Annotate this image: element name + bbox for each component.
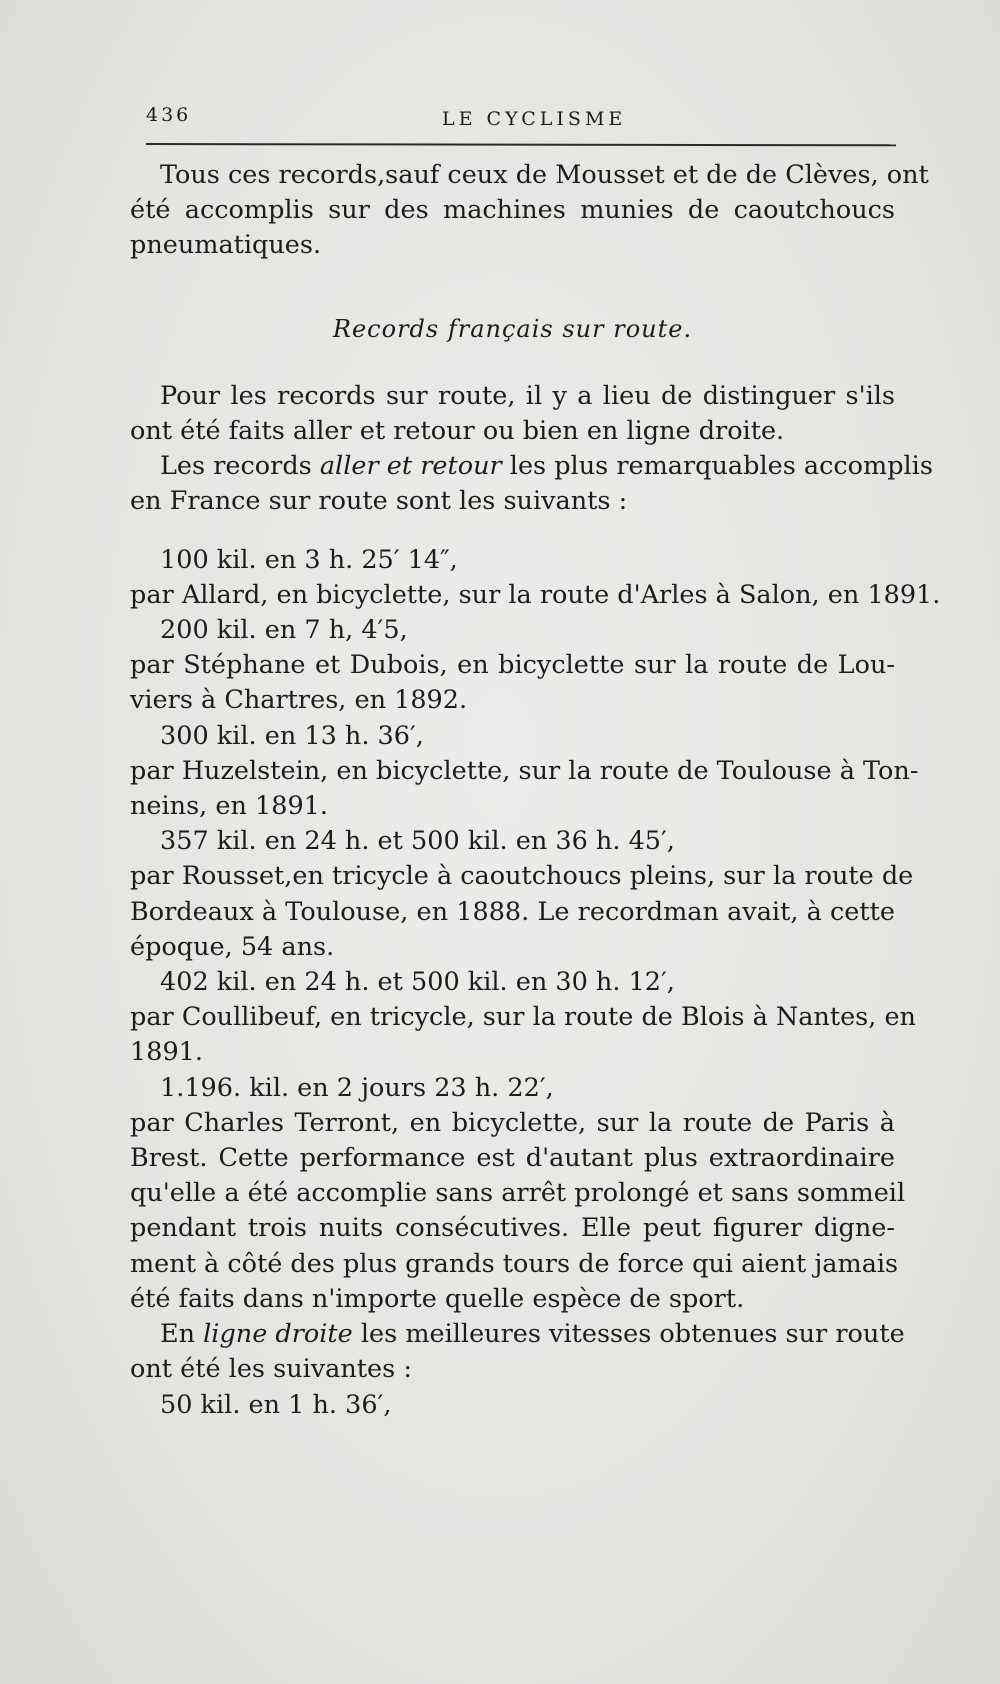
record-line: neins, en 1891. [130, 791, 329, 822]
text-run: Les records [160, 451, 320, 482]
record-title: 357 kil. en 24 h. et 500 kil. en 36 h. 45′, [160, 826, 675, 857]
page-header [146, 104, 898, 132]
spacer [130, 520, 895, 543]
record-line: par Coullibeuf, en tricycle, sur la route de Blois à Nantes, en [130, 1002, 916, 1033]
running-title: LE CYCLISME [442, 108, 627, 130]
record-title: 300 kil. en 13 h. 36′, [160, 720, 424, 751]
page-number: 436 [146, 104, 192, 126]
text-run: En [160, 1319, 204, 1350]
record-line: époque, 54 ans. [130, 931, 335, 962]
text-line: Tous ces records,sauf ceux de Mousset et de de Clèves, ont [160, 160, 929, 190]
record-title: 1.196. kil. en 2 jours 23 h. 22′, [160, 1072, 554, 1103]
record-line: pendant trois nuits consécutives. Elle peut figurer digne- [130, 1213, 895, 1244]
text-line: pneumatiques. [130, 230, 322, 261]
record-line: par Charles Terront, en bicyclette, sur la route de Paris à [130, 1107, 895, 1138]
emphasis-text: ligne droite [203, 1319, 353, 1350]
emphasis-text: aller et retour [319, 451, 502, 482]
record-line: été faits dans n'importe quelle espèce de sport. [130, 1283, 745, 1314]
text-line: ont été les suivantes : [130, 1354, 412, 1385]
record-title: 200 kil. en 7 h, 4′5, [160, 615, 408, 646]
paragraph-2 [130, 379, 895, 449]
record-title: 402 kil. en 24 h. et 500 kil. en 30 h. 12′, [160, 967, 675, 998]
record-entry [130, 824, 914, 965]
text-run: les plus remarquables accomplis [501, 451, 933, 482]
paragraph-3 [130, 449, 933, 519]
text-run: les meilleures vitesses obtenues sur route [352, 1319, 905, 1350]
record-line: qu'elle a été accomplie sans arrêt prolongé et sans sommeil [130, 1178, 906, 1209]
text-line: Pour les records sur route, il y a lieu de distinguer s'ils [160, 380, 895, 411]
record-line: Brest. Cette performance est d'autant plus extraordinaire [130, 1143, 895, 1174]
record-line: par Huzelstein, en bicyclette, sur la route de Toulouse à Ton- [130, 755, 919, 786]
record-entry [130, 1071, 906, 1317]
header-rule [146, 143, 896, 146]
page-body [130, 158, 941, 1423]
record-title: 100 kil. en 3 h. 25′ 14″, [160, 544, 458, 575]
record-line: par Stéphane et Dubois, en bicyclette sur la route de Lou- [130, 650, 895, 681]
paragraph-1 [130, 158, 929, 264]
text-line [130, 449, 933, 484]
record-line: par Allard, en bicyclette, sur la route d'Arles à Salon, en 1891. [130, 579, 941, 610]
record-line: ment à côté des plus grands tours de force qui aient jamais [130, 1248, 899, 1279]
text-line: ont été faits aller et retour ou bien en ligne droite. [130, 416, 785, 447]
record-entry [130, 965, 916, 1071]
record-entry [130, 719, 919, 825]
paragraph-4 [130, 1317, 905, 1387]
record-entry [130, 543, 941, 613]
text-line [130, 1317, 905, 1352]
record-line: viers à Chartres, en 1892. [130, 685, 468, 716]
records-list [130, 543, 941, 1317]
record-line: 1891. [130, 1037, 204, 1068]
record-line: par Rousset,en tricycle à caoutchoucs pleins, sur la route de [130, 861, 914, 892]
section-heading: Records français sur route. [332, 314, 693, 343]
record-entry [130, 613, 895, 719]
text-line: été accomplis sur des machines munies de caoutchoucs [130, 195, 895, 226]
record-line: Bordeaux à Toulouse, en 1888. Le recordman avait, à cette [130, 896, 895, 927]
record-title: 50 kil. en 1 h. 36′, [160, 1389, 392, 1420]
text-line: en France sur route sont les suivants : [130, 486, 628, 517]
